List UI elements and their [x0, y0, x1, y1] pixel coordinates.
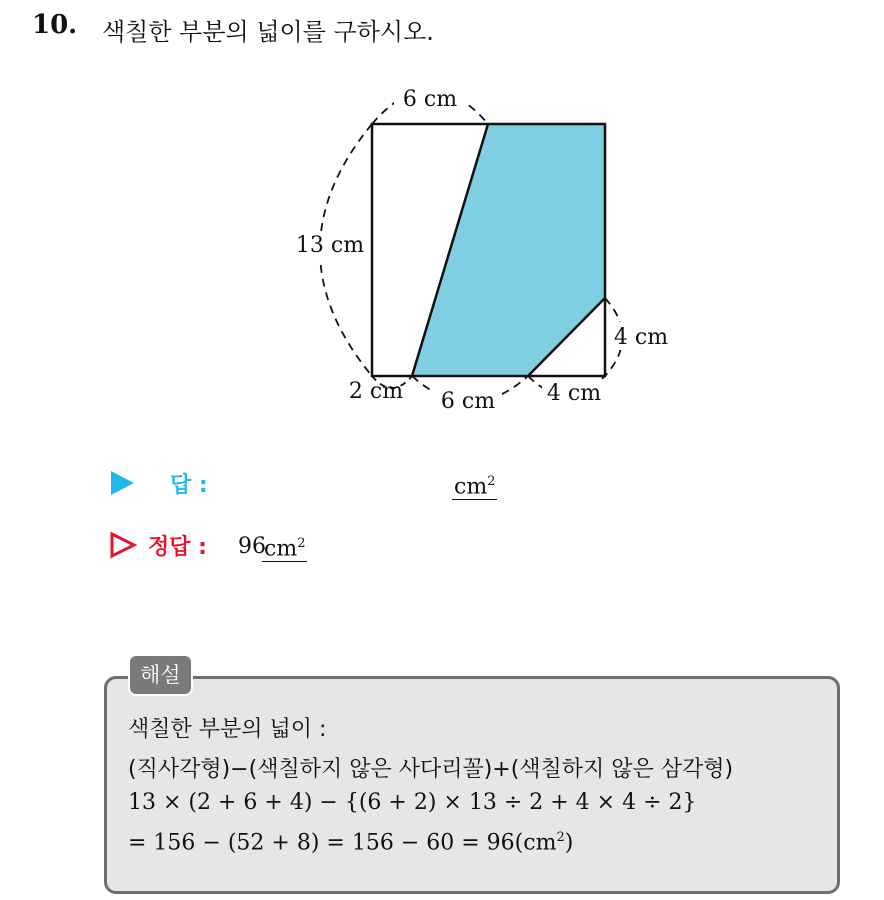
explanation-box — [104, 676, 840, 894]
explanation-line-2: (직사각형)−(색칠하지 않은 사다리꼴)+(색칠하지 않은 삼각형) — [128, 757, 734, 782]
question-number: 10. — [32, 10, 78, 40]
explanation-line-3: 13 × (2 + 6 + 4) − {(6 + 2) × 13 ÷ 2 + 4 × 4 ÷ 2} — [128, 790, 697, 815]
answer-unit: $cm^2$ — [452, 470, 497, 500]
play-triangle-icon — [108, 468, 136, 498]
label-bottom-middle: 6 cm — [440, 389, 496, 414]
label-bottom-left: 2 cm — [348, 379, 404, 404]
correct-unit: $cm^2$ — [262, 532, 307, 562]
outline-triangle-icon — [108, 530, 138, 560]
correct-answer-row — [108, 528, 608, 562]
explanation-line-4-end: ) — [564, 830, 574, 856]
explanation-line-4-unit: cm — [523, 830, 557, 856]
explanation-line-4-exp: 2 — [556, 830, 565, 845]
label-top: 6 cm — [402, 87, 458, 112]
answer-label: 답 : — [170, 473, 208, 498]
explanation-line-1: 색칠한 부분의 넓이 : — [128, 717, 327, 742]
shaded-region — [412, 124, 605, 376]
label-bottom-right: 4 cm — [546, 381, 602, 406]
explanation-tab: 해설 — [128, 654, 193, 696]
label-left: 13 cm — [295, 233, 365, 258]
label-right: 4 cm — [613, 325, 669, 350]
geometry-figure — [0, 0, 884, 440]
correct-value: 96 — [238, 534, 266, 559]
answer-row — [108, 466, 608, 500]
explanation-line-4-text: = 156 − (52 + 8) = 156 − 60 = 96( — [128, 830, 524, 856]
question-text: 색칠한 부분의 넓이를 구하시오. — [102, 18, 434, 46]
explanation-line-4 — [128, 830, 573, 855]
correct-label: 정답 : — [148, 535, 207, 560]
